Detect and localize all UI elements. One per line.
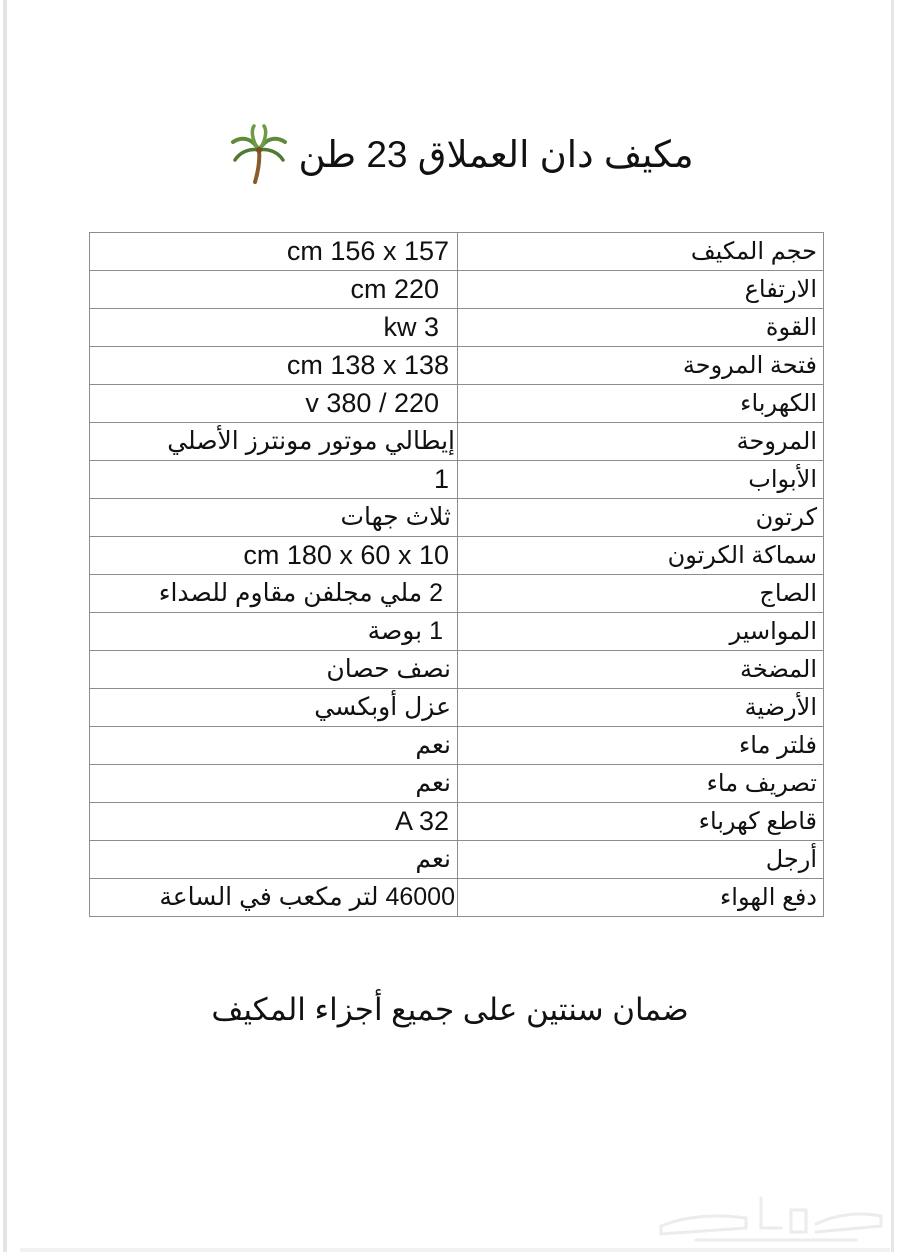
page-edge-bottom bbox=[20, 1248, 890, 1252]
spec-label: حجم المكيف bbox=[458, 233, 824, 271]
title-row bbox=[0, 122, 900, 186]
table-row bbox=[90, 613, 824, 651]
haraj-watermark-icon bbox=[656, 1194, 886, 1244]
spec-value: cm 180 x 60 x 10 bbox=[90, 537, 458, 575]
spec-value: نعم bbox=[90, 841, 458, 879]
spec-label: فتحة المروحة bbox=[458, 347, 824, 385]
spec-value: cm 220 bbox=[90, 271, 458, 309]
warranty-note: ضمان سنتين على جميع أجزاء المكيف bbox=[211, 992, 689, 1027]
spec-value: v 380 / 220 bbox=[90, 385, 458, 423]
spec-value: نعم bbox=[90, 727, 458, 765]
spec-label: أرجل bbox=[458, 841, 824, 879]
table-row bbox=[90, 727, 824, 765]
spec-value: cm 138 x 138 bbox=[90, 347, 458, 385]
spec-label: الكهرباء bbox=[458, 385, 824, 423]
spec-value: ثلاث جهات bbox=[90, 499, 458, 537]
table-row bbox=[90, 841, 824, 879]
spec-value: نصف حصان bbox=[90, 651, 458, 689]
table-row bbox=[90, 879, 824, 917]
page-title: مكيف دان العملاق 23 طن bbox=[298, 133, 694, 175]
table-row bbox=[90, 537, 824, 575]
table-row bbox=[90, 309, 824, 347]
spec-value: نعم bbox=[90, 765, 458, 803]
spec-label: الصاج bbox=[458, 575, 824, 613]
table-row bbox=[90, 651, 824, 689]
spec-label: فلتر ماء bbox=[458, 727, 824, 765]
spec-value: عزل أوبكسي bbox=[90, 689, 458, 727]
spec-label: سماكة الكرتون bbox=[458, 537, 824, 575]
page-edge-left bbox=[3, 0, 7, 1252]
spec-label: المواسير bbox=[458, 613, 824, 651]
palm-tree-icon bbox=[230, 124, 288, 184]
table-row bbox=[90, 233, 824, 271]
spec-label: الأبواب bbox=[458, 461, 824, 499]
spec-label: المضخة bbox=[458, 651, 824, 689]
spec-label: الأرضية bbox=[458, 689, 824, 727]
specs-table bbox=[89, 232, 824, 917]
table-row bbox=[90, 765, 824, 803]
spec-label: قاطع كهرباء bbox=[458, 803, 824, 841]
spec-value: 1 bbox=[90, 461, 458, 499]
spec-value: cm 156 x 157 bbox=[90, 233, 458, 271]
spec-label: دفع الهواء bbox=[458, 879, 824, 917]
spec-label: الارتفاع bbox=[458, 271, 824, 309]
table-row bbox=[90, 423, 824, 461]
page-edge-right bbox=[891, 0, 894, 1252]
table-row bbox=[90, 385, 824, 423]
table-row bbox=[90, 347, 824, 385]
spec-label: تصريف ماء bbox=[458, 765, 824, 803]
spec-value: 46000 لتر مكعب في الساعة bbox=[90, 879, 458, 917]
table-row bbox=[90, 689, 824, 727]
table-row bbox=[90, 575, 824, 613]
spec-value: kw 3 bbox=[90, 309, 458, 347]
spec-value: A 32 bbox=[90, 803, 458, 841]
table-row bbox=[90, 803, 824, 841]
spec-value: 1 بوصة bbox=[90, 613, 458, 651]
spec-label: القوة bbox=[458, 309, 824, 347]
spec-value: 2 ملي مجلفن مقاوم للصداء bbox=[90, 575, 458, 613]
spec-value: إيطالي موتور مونترز الأصلي bbox=[90, 423, 458, 461]
table-row bbox=[90, 499, 824, 537]
spec-label: المروحة bbox=[458, 423, 824, 461]
table-row bbox=[90, 461, 824, 499]
spec-label: كرتون bbox=[458, 499, 824, 537]
table-row bbox=[90, 271, 824, 309]
